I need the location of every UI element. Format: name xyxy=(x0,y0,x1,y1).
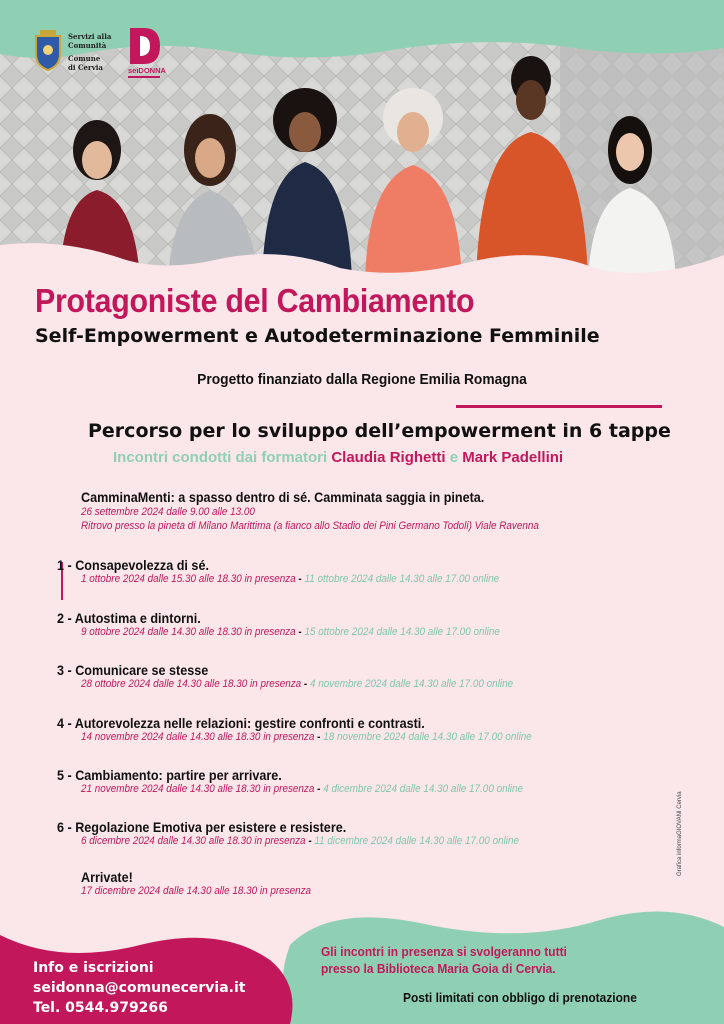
org-name: Servizi alla Comunità Comune di Cervia xyxy=(68,32,112,72)
date-separator: - xyxy=(298,573,302,585)
conductors-prefix: Incontri condotti dai formatori xyxy=(113,449,328,466)
closing-date: 17 dicembre 2024 dalle 14.30 alle 18.30 in presenza xyxy=(81,885,312,897)
limited-seats-note: Posti limitati con obbligo di prenotazione xyxy=(403,990,637,1005)
contact-info xyxy=(33,958,245,1018)
contact-email[interactable]: seidonna@comunecervia.it xyxy=(33,980,246,996)
intro-date: 26 settembre 2024 dalle 9.00 alle 13.00 xyxy=(81,506,255,518)
comune-crest-icon xyxy=(34,30,62,70)
info-label: Info e iscrizioni xyxy=(33,960,154,976)
session-title: 3 - Comunicare se stesse xyxy=(57,662,209,678)
conductors-line xyxy=(113,449,563,466)
venue-line: presso la Biblioteca Maria Goia di Cervia. xyxy=(321,961,556,976)
online-date: 4 dicembre 2024 dalle 14.30 alle 17.00 online xyxy=(323,783,523,795)
date-separator: - xyxy=(298,626,302,638)
online-date: 11 ottobre 2024 dalle 14.30 alle 17.00 online xyxy=(304,573,500,585)
date-separator: - xyxy=(308,835,312,847)
session-item xyxy=(57,610,546,638)
credit-text: Grafica informaGIOVANI Cervia xyxy=(677,791,683,876)
session-title: 6 - Regolazione Emotiva per esistere e resistere. xyxy=(57,819,347,835)
intro-event xyxy=(81,489,590,532)
page-subtitle: Self-Empowerment e Autodeterminazione Femminile xyxy=(35,325,600,347)
closing-title: Arrivate! xyxy=(81,869,133,885)
session-dates xyxy=(81,626,500,638)
presence-date: 9 ottobre 2024 dalle 14.30 alle 18.30 in presenza xyxy=(81,626,296,638)
conductor-name: Claudia Righetti xyxy=(331,449,446,466)
path-title: Percorso per lo sviluppo dell’empowerment in 6 tappe xyxy=(88,420,671,442)
contact-phone[interactable]: Tel. 0544.979266 xyxy=(33,1000,168,1016)
svg-text:seiDONNA: seiDONNA xyxy=(128,66,166,75)
session-item xyxy=(57,662,561,690)
graphics-credit xyxy=(677,746,699,876)
presence-date: 14 novembre 2024 dalle 14.30 alle 18.30 in presenza xyxy=(81,731,315,743)
conductor-name: Mark Padellini xyxy=(462,449,564,466)
presence-date: 21 novembre 2024 dalle 14.30 alle 18.30 in presenza xyxy=(81,783,315,795)
session-dates xyxy=(81,783,523,795)
session-title: 1 - Consapevolezza di sé. xyxy=(57,557,209,573)
session-dates xyxy=(81,835,519,847)
intro-title: CamminaMenti: a spasso dentro di sé. Camminata saggia in pineta. xyxy=(81,489,485,505)
funding-note: Progetto finanziato dalla Regione Emilia Romagna xyxy=(197,371,527,388)
date-separator: - xyxy=(317,731,321,743)
venue-note xyxy=(321,943,567,977)
session-item xyxy=(57,767,572,795)
seidonna-logo xyxy=(126,26,166,80)
session-dates xyxy=(81,573,499,585)
presence-date: 28 ottobre 2024 dalle 14.30 alle 18.30 in presenza xyxy=(81,678,302,690)
online-date: 11 dicembre 2024 dalle 14.30 alle 17.00 online xyxy=(314,835,519,847)
session-dates xyxy=(81,731,532,743)
session-item xyxy=(57,715,582,743)
session-item xyxy=(57,819,568,847)
session-title: 5 - Cambiamento: partire per arrivare. xyxy=(57,767,282,783)
session-title: 2 - Autostima e dintorni. xyxy=(57,610,201,626)
logo-area xyxy=(30,26,190,86)
date-separator: - xyxy=(303,678,308,690)
presence-date: 6 dicembre 2024 dalle 14.30 alle 18.30 in presenza xyxy=(81,835,306,847)
closing-event xyxy=(81,869,337,897)
online-date: 15 ottobre 2024 dalle 14.30 alle 17.00 online xyxy=(304,626,500,638)
online-date: 18 novembre 2024 dalle 14.30 alle 17.00 online xyxy=(323,731,532,743)
online-date: 4 novembre 2024 dalle 14.30 alle 17.00 online xyxy=(309,678,514,690)
session-dates xyxy=(81,678,513,690)
page-title: Protagoniste del Cambiamento xyxy=(35,282,475,319)
date-separator: - xyxy=(317,783,321,795)
session-title: 4 - Autorevolezza nelle relazioni: gestire confronti e contrasti. xyxy=(57,715,425,731)
venue-line: Gli incontri in presenza si svolgeranno tutti xyxy=(321,944,567,959)
intro-place: Ritrovo presso la pineta di Milano Marittima (a fianco allo Stadio dei Pini Germano Todoli) Viale Ravenna xyxy=(81,520,539,532)
presence-date: 1 ottobre 2024 dalle 15.30 alle 18.30 in presenza xyxy=(81,573,296,585)
divider xyxy=(456,405,662,408)
conductors-conj: e xyxy=(449,449,459,466)
session-item xyxy=(57,557,546,585)
